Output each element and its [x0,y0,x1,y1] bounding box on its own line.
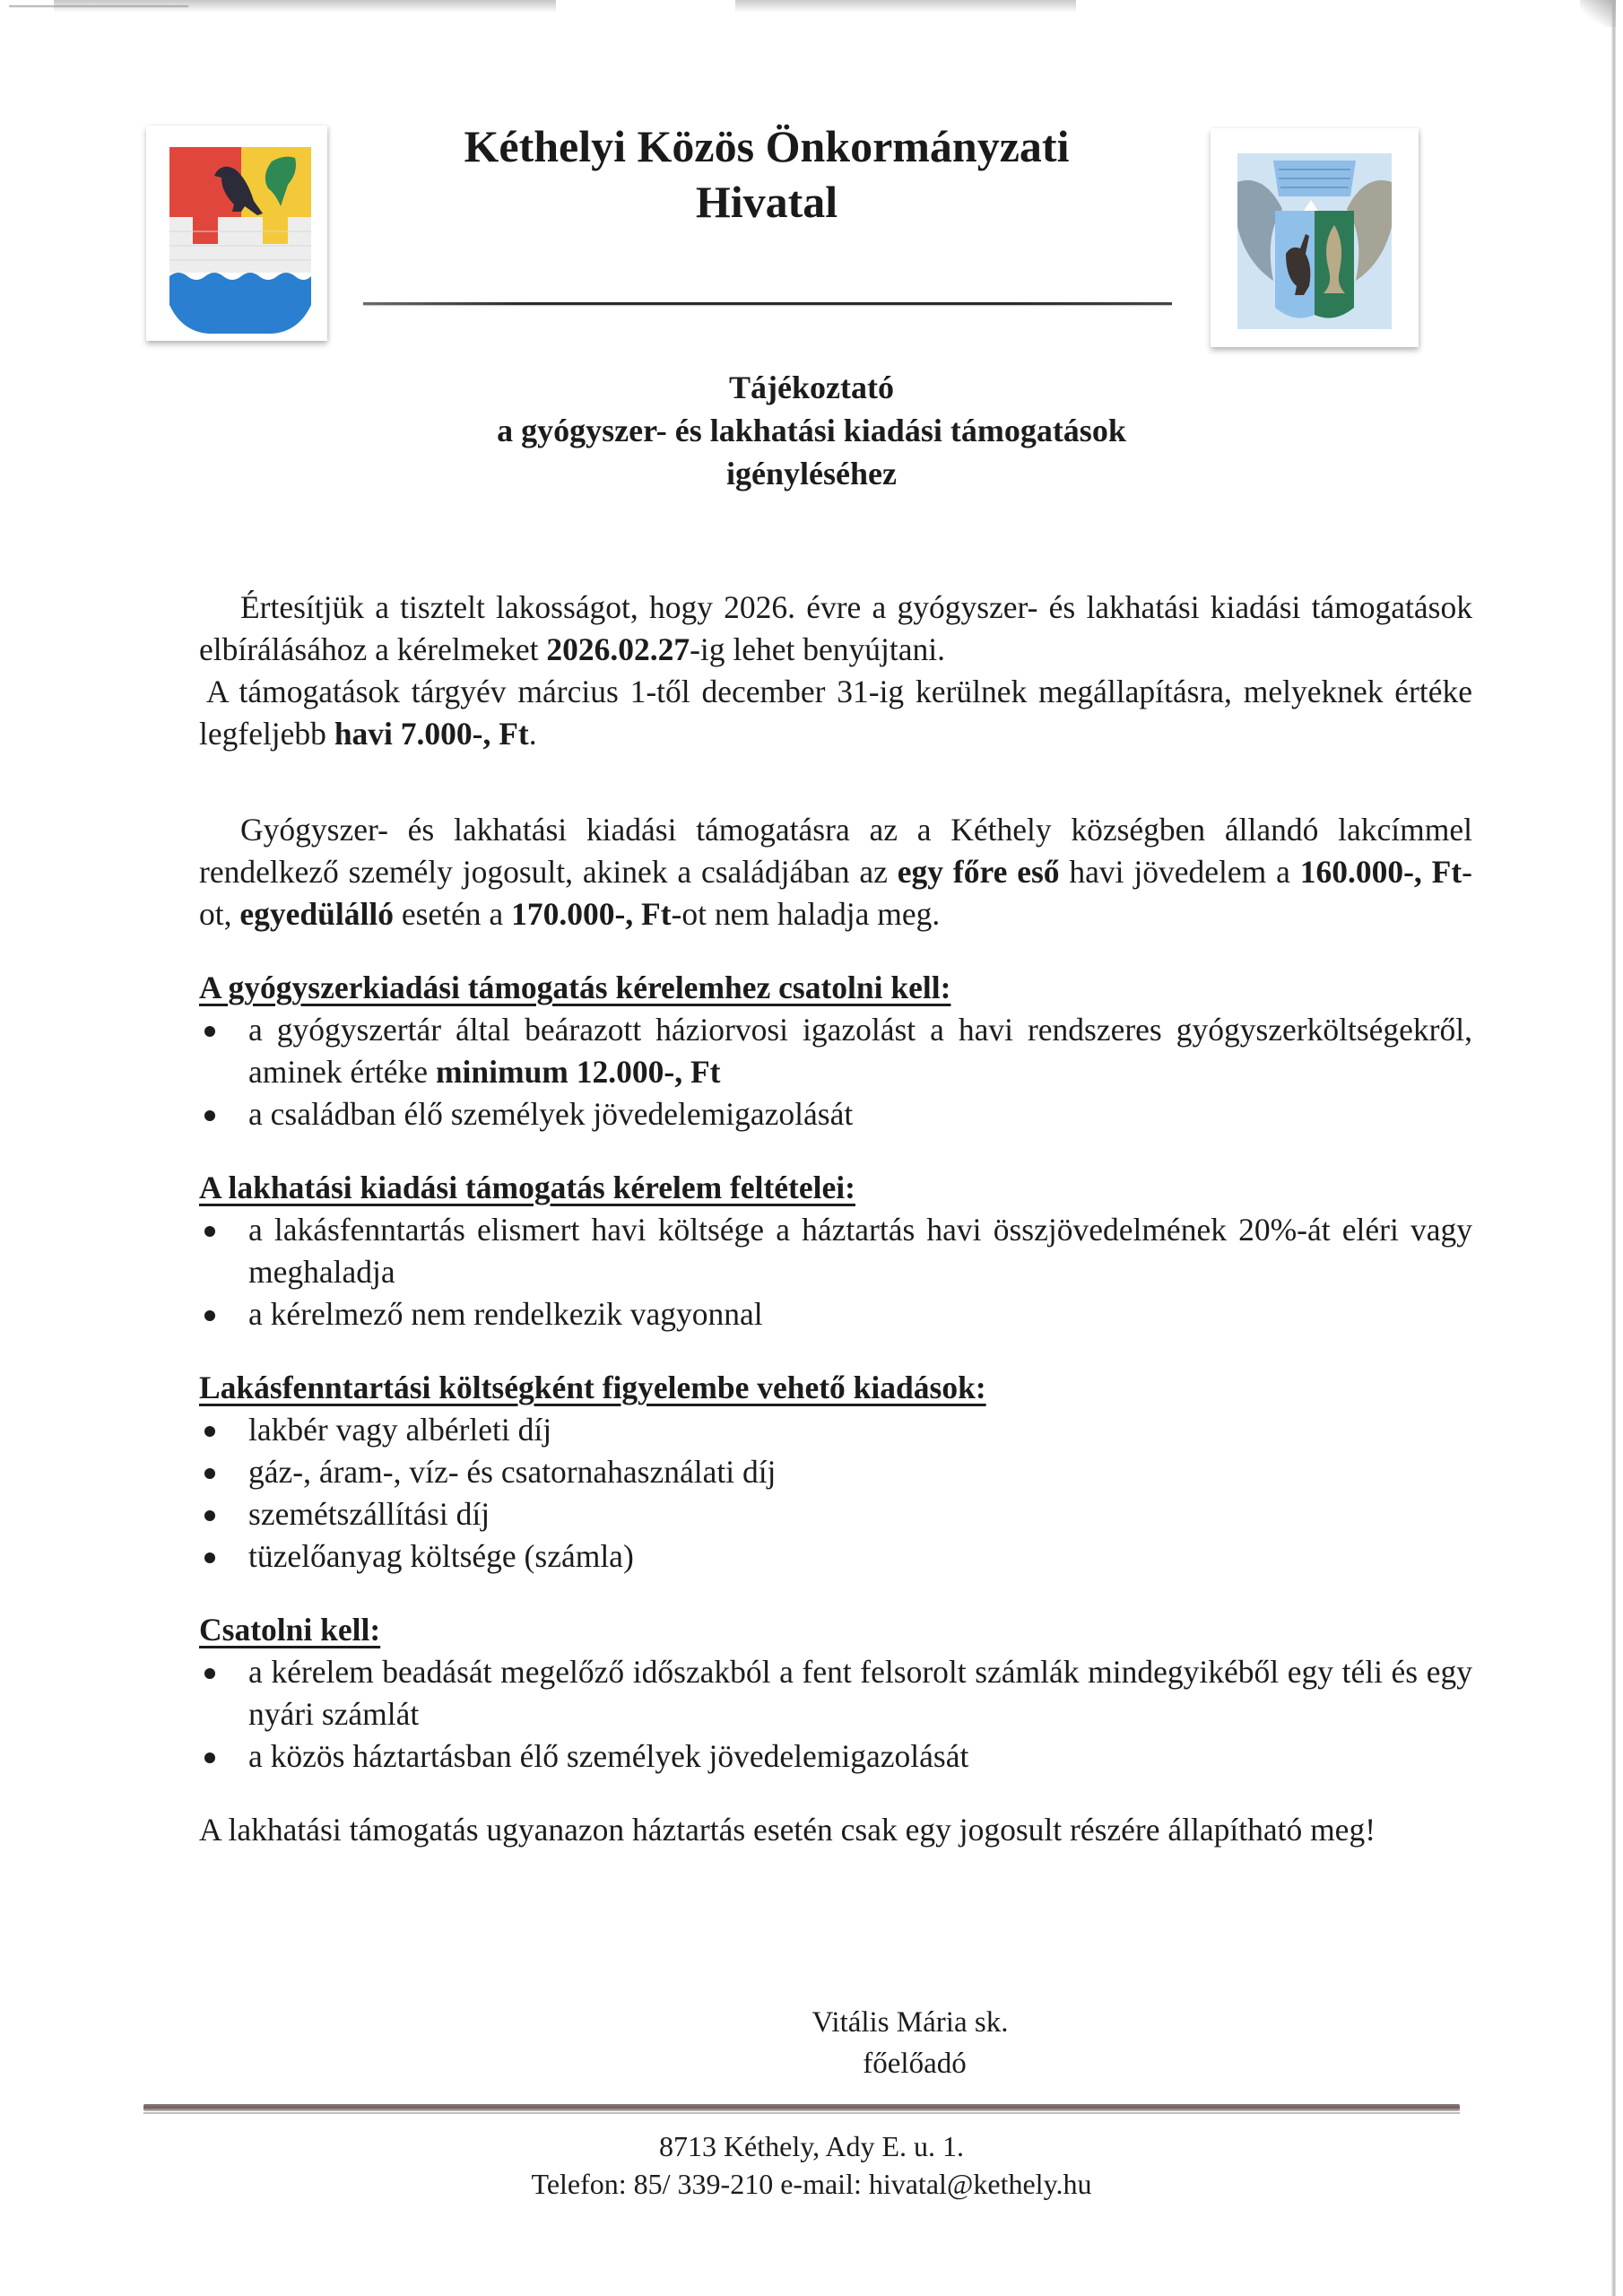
signature-block [628,2002,1166,2084]
document-title-line3: igényléséhez [726,456,897,491]
per-capita-label: egy főre eső [897,854,1060,890]
section-heading: Csatolni kell: [199,1612,381,1648]
text: havi jövedelem a [1059,854,1300,890]
signatory-name: Vitális Mária sk. [812,2006,1009,2039]
bullet-icon [204,1552,215,1563]
bullet-icon [204,1752,215,1763]
bullet-icon [204,1110,215,1121]
text: -ot, [199,854,1472,932]
text: Gyógyszer- és lakhatási kiadási támogatásra az a Kéthely községben állandó lakcímmel rendelkező személy jogosult, akinek a családjában az [199,812,1472,890]
scan-artifact [54,0,556,13]
signatory-role: főelőadó [863,2048,967,2080]
document-title-line2: a gyógyszer- és lakhatási kiadási támogatások [497,413,1126,448]
bullet-icon [204,1510,215,1521]
section-required-attachments [199,1609,1472,1778]
text: gáz-, áram-, víz- és csatornahasználati díj [248,1454,777,1490]
footer-divider [143,2104,1460,2111]
text: a családban élő személyek jövedelemigazolását [248,1096,854,1132]
scan-artifact [735,0,1076,13]
text: . [528,716,537,752]
footer [359,2127,1264,2203]
kethely-coat-of-arms-icon [146,126,327,341]
text: a közös háztartásban élő személyek jövedelemigazolását [248,1738,969,1774]
text: a kérelem beadását megelőző időszakból a fent felsorolt számlák mindegyikéből egy téli és egy nyári számlát [248,1654,1472,1732]
text: -ot nem haladja meg. [671,896,941,932]
text: -ig lehet benyújtani. [690,631,945,667]
income-limit-family: 160.000-, Ft [1299,854,1462,890]
scan-page-edge [1611,0,1616,2296]
intro-paragraph [199,587,1472,755]
list-item [199,1209,1472,1293]
section-eligible-expenses [199,1367,1472,1578]
section-housing-conditions [199,1167,1472,1335]
document-title [269,366,1354,495]
text: esetén a [393,896,512,932]
footer-address: 8713 Kéthely, Ady E. u. 1. [658,2130,965,2162]
section-heading: A lakhatási kiadási támogatás kérelem feltételei: [199,1170,855,1205]
bullet-icon [204,1310,215,1321]
text: a kérelmező nem rendelkezik vagyonnal [248,1296,763,1332]
list-item [199,1009,1472,1093]
text: A támogatások tárgyév március 1-től december 31-ig kerülnek megállapításra, melyeknek értéke legfeljebb [199,674,1472,752]
max-support-amount: havi 7.000-, Ft [334,716,529,752]
list-item [199,1535,1472,1578]
bullet-icon [204,1468,215,1479]
bullet-icon [204,1426,215,1437]
bullet-icon [204,1226,215,1237]
bullet-icon [204,1668,215,1679]
list-item [199,1735,1472,1778]
section-medication-attachments [199,967,1472,1135]
list-item [199,1493,1472,1535]
office-name [341,118,1193,230]
office-name-line2: Hivatal [695,177,838,227]
eligibility-paragraph [199,809,1472,935]
income-limit-single: 170.000-, Ft [511,896,672,932]
document-body [199,587,1472,1851]
office-name-line1: Kéthelyi Közös Önkormányzati [464,121,1070,171]
text: szemétszállítási díj [248,1496,490,1532]
list-item [199,1293,1472,1335]
single-label: egyedülálló [239,896,394,932]
list-item [199,1451,1472,1493]
section-heading: Lakásfenntartási költségként figyelembe vehető kiadások: [199,1370,986,1405]
header-divider [363,302,1172,305]
list-item [199,1651,1472,1735]
closing-note: A lakhatási támogatás ugyanazon háztartás esetén csak egy jogosult részére állapítható meg! [199,1812,1376,1848]
text: a gyógyszertár által beárazott háziorvosi igazolást a havi rendszeres gyógyszerköltségekről, aminek értéke [248,1012,1472,1090]
min-medication-cost: minimum 12.000-, Ft [435,1054,721,1090]
footer-contact: Telefon: 85/ 339-210 e-mail: hivatal@kethely.hu [531,2168,1092,2200]
text: Értesítjük a tisztelt lakosságot, hogy 2026. évre a gyógyszer- és lakhatási kiadási támogatások elbírálásához a kérelmeket [199,589,1472,667]
submission-deadline: 2026.02.27 [546,631,690,667]
text: a lakásfenntartás elismert havi költsége a háztartás havi összjövedelmének 20%-át eléri vagy meghaladja [248,1212,1472,1290]
bullet-icon [204,1026,215,1037]
list-item [199,1093,1472,1135]
document-title-line1: Tájékoztató [729,370,894,405]
heraldic-coat-of-arms-bear-icon [1211,128,1419,347]
section-heading: A gyógyszerkiadási támogatás kérelemhez csatolni kell: [199,970,951,1005]
text: tüzelőanyag költsége (számla) [248,1538,634,1574]
scan-artifact [1580,0,1616,27]
text: lakbér vagy albérleti díj [248,1412,552,1448]
list-item [199,1409,1472,1451]
